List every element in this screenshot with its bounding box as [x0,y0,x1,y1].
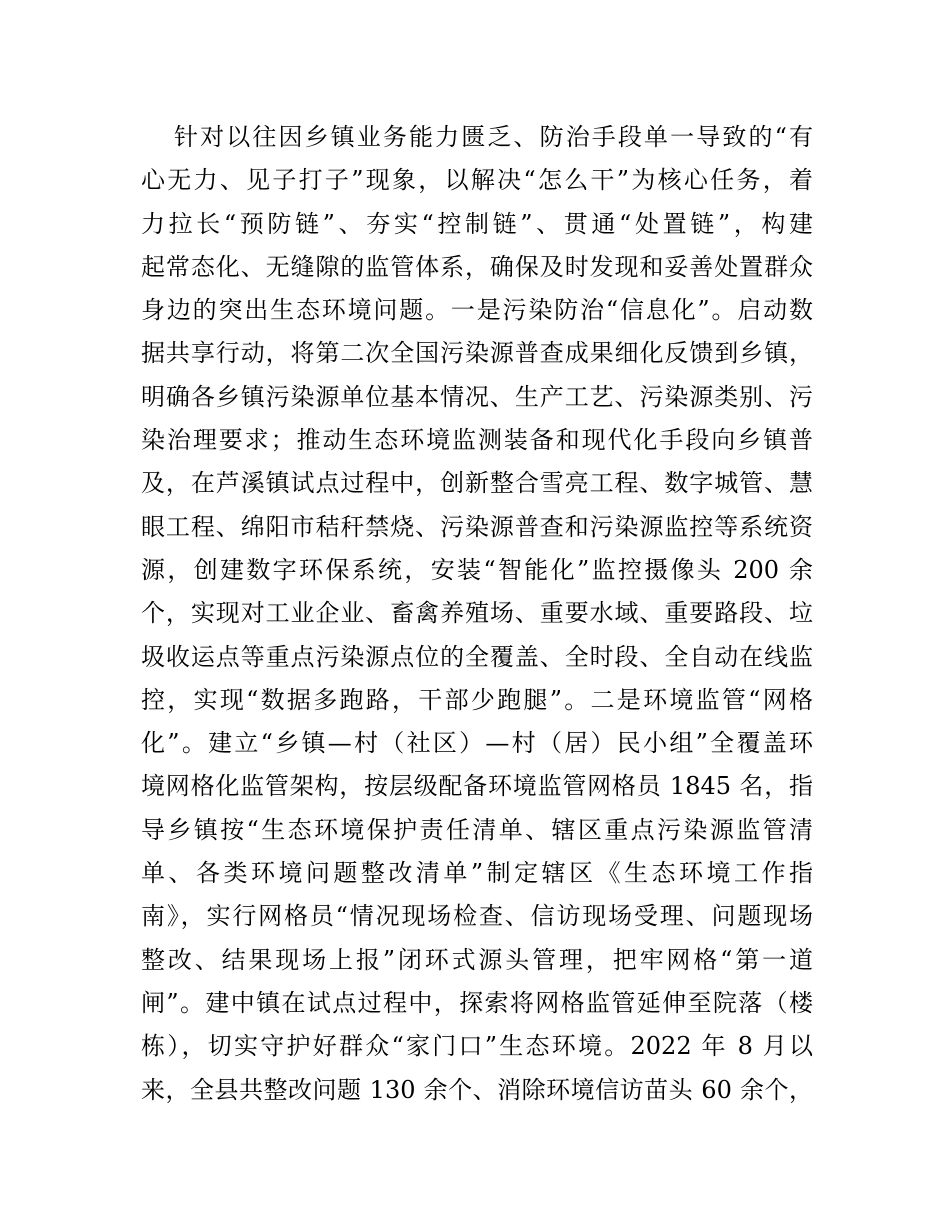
text-line: 境网格化监管架构，按层级配备环境监管网格员 1845 名，指 [141,772,813,801]
text-line: 起常态化、无缝隙的监管体系，确保及时发现和妥善处置群众 [141,252,813,281]
text-line: 眼工程、绵阳市秸秆禁烧、污染源普查和污染源监控等系统资 [141,512,813,541]
text-line: 控，实现“数据多跑路，干部少跑腿”。二是环境监管“网格 [141,685,813,714]
text-line: 化”。建立“乡镇—村（社区）—村（居）民小组”全覆盖环 [141,729,813,758]
text-line: 力拉长“预防链”、夯实“控制链”、贯通“处置链”，构建 [141,209,813,238]
text-line: 导乡镇按“生态环境保护责任清单、辖区重点污染源监管清 [141,815,813,844]
text-line: 染治理要求；推动生态环境监测装备和现代化手段向乡镇普 [141,426,813,455]
text-line: 闸”。建中镇在试点过程中，探索将网格监管延伸至院落（楼 [141,988,813,1017]
text-line: 整改、结果现场上报”闭环式源头管理，把牢网格“第一道 [141,945,813,974]
text-line: 及，在芦溪镇试点过程中，创新整合雪亮工程、数字城管、慧 [141,469,813,498]
text-line: 单、各类环境问题整改清单”制定辖区《生态环境工作指 [141,859,813,888]
text-line: 心无力、见子打子”现象，以解决“怎么干”为核心任务，着 [141,166,813,195]
text-line: 栋），切实守护好群众“家门口”生态环境。2022 年 8 月以 [141,1032,813,1061]
text-line: 针对以往因乡镇业务能力匮乏、防治手段单一导致的“有 [174,123,813,151]
text-line: 源，创建数字环保系统，安装“智能化”监控摄像头 200 余 [141,555,813,584]
text-line: 南》，实行网格员“情况现场检查、信访现场受理、问题现场 [141,902,813,931]
text-line: 来，全县共整改问题 130 余个、消除环境信访苗头 60 余个， [141,1075,813,1104]
text-line: 明确各乡镇污染源单位基本情况、生产工艺、污染源类别、污 [141,382,813,411]
text-line: 据共享行动，将第二次全国污染源普查成果细化反馈到乡镇， [141,339,813,368]
body-paragraph [141,116,813,1112]
text-line: 个，实现对工业企业、畜禽养殖场、重要水域、重要路段、垃 [141,599,813,628]
text-line: 圾收运点等重点污染源点位的全覆盖、全时段、全自动在线监 [141,642,813,671]
text-line: 身边的突出生态环境问题。一是污染防治“信息化”。启动数 [141,296,813,325]
